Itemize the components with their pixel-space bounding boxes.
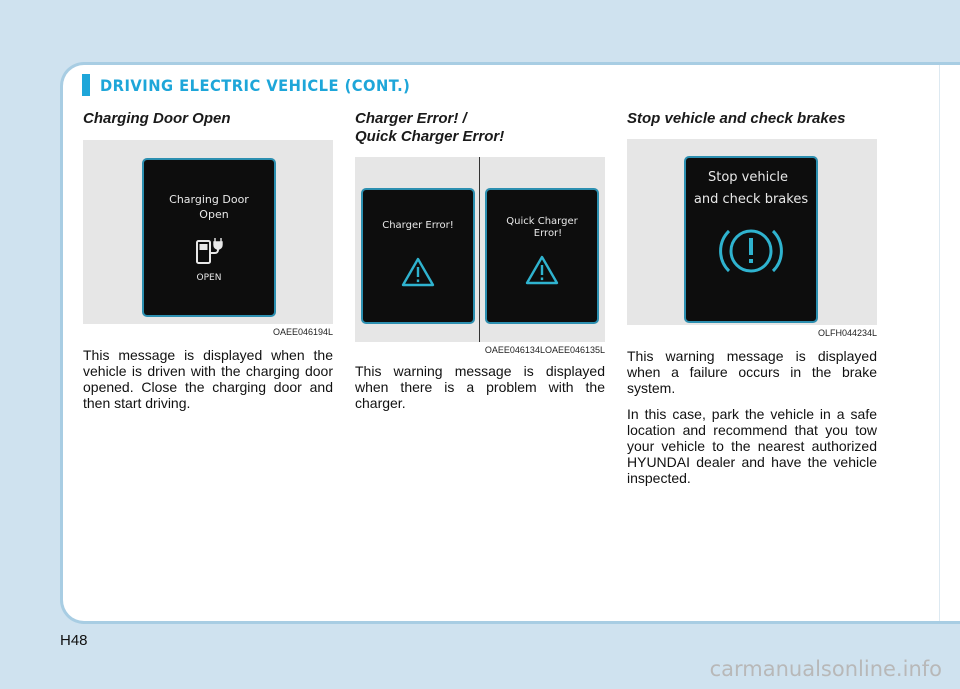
- display-panel-quick-charger-error: [485, 188, 599, 324]
- display-panel-charging-door: [142, 158, 276, 317]
- heading-charger-error-line2: Quick Charger Error!: [355, 128, 505, 145]
- panel-open-label: OPEN: [196, 273, 222, 283]
- watermark: carmanualsonline.info: [709, 657, 942, 681]
- heading-charger-error-line1: Charger Error! /: [355, 110, 467, 127]
- figure-charger-error: [355, 157, 605, 342]
- column-charger-error: [355, 110, 605, 421]
- header-title: DRIVING ELECTRIC VEHICLE (CONT.): [100, 75, 411, 95]
- heading-charging-door: Charging Door Open: [83, 110, 231, 127]
- figure-code-left: OAEE046134L: [484, 345, 545, 355]
- column-charging-door: [83, 110, 333, 421]
- figure-divider: [479, 157, 480, 342]
- column-stop-vehicle: [627, 110, 877, 496]
- figure-code-right: OAEE046135L: [544, 345, 605, 355]
- panel-text-line1: Quick Charger: [506, 216, 578, 227]
- paragraph: This warning message is displayed when a failure occurs in the brake system.: [627, 348, 877, 396]
- brake-warning-icon: [716, 221, 786, 281]
- figure-code: OLFH044234L: [817, 328, 877, 338]
- body-text: [83, 347, 333, 411]
- paragraph: This message is displayed when the vehicle is driven with the charging door opened. Close the charging door and then start driving.: [83, 347, 333, 411]
- panel-text-line2: and check brakes: [693, 192, 809, 207]
- page-number: H48: [60, 632, 88, 649]
- panel-text-line1: Stop vehicle: [708, 170, 788, 185]
- warning-triangle-icon: [401, 257, 435, 287]
- display-panel-stop-vehicle: [684, 156, 818, 323]
- panel-text: Charger Error!: [382, 220, 454, 231]
- panel-text-line2: Error!: [533, 228, 563, 239]
- header-accent-bar: [82, 74, 90, 96]
- figure-codes: [355, 345, 605, 355]
- figure-charging-door: [83, 140, 333, 324]
- panel-text-line2: Open: [199, 208, 229, 221]
- panel-text-line1: Charging Door: [169, 193, 249, 206]
- paragraph: In this case, park the vehicle in a safe location and recommend that you tow your vehicle to the nearest authorized HYUNDAI dealer and have the vehicle inspected.: [627, 406, 877, 486]
- body-text: [627, 348, 877, 486]
- charging-plug-icon: [194, 235, 224, 267]
- display-panel-charger-error: [361, 188, 475, 324]
- warning-triangle-icon: [525, 255, 559, 285]
- figure-stop-vehicle: [627, 139, 877, 325]
- paragraph: This warning message is displayed when there is a problem with the charger.: [355, 363, 605, 411]
- section-header: [82, 72, 437, 98]
- body-text: [355, 363, 605, 411]
- heading-stop-vehicle: Stop vehicle and check brakes: [627, 110, 846, 127]
- figure-code: OAEE046194L: [272, 327, 333, 337]
